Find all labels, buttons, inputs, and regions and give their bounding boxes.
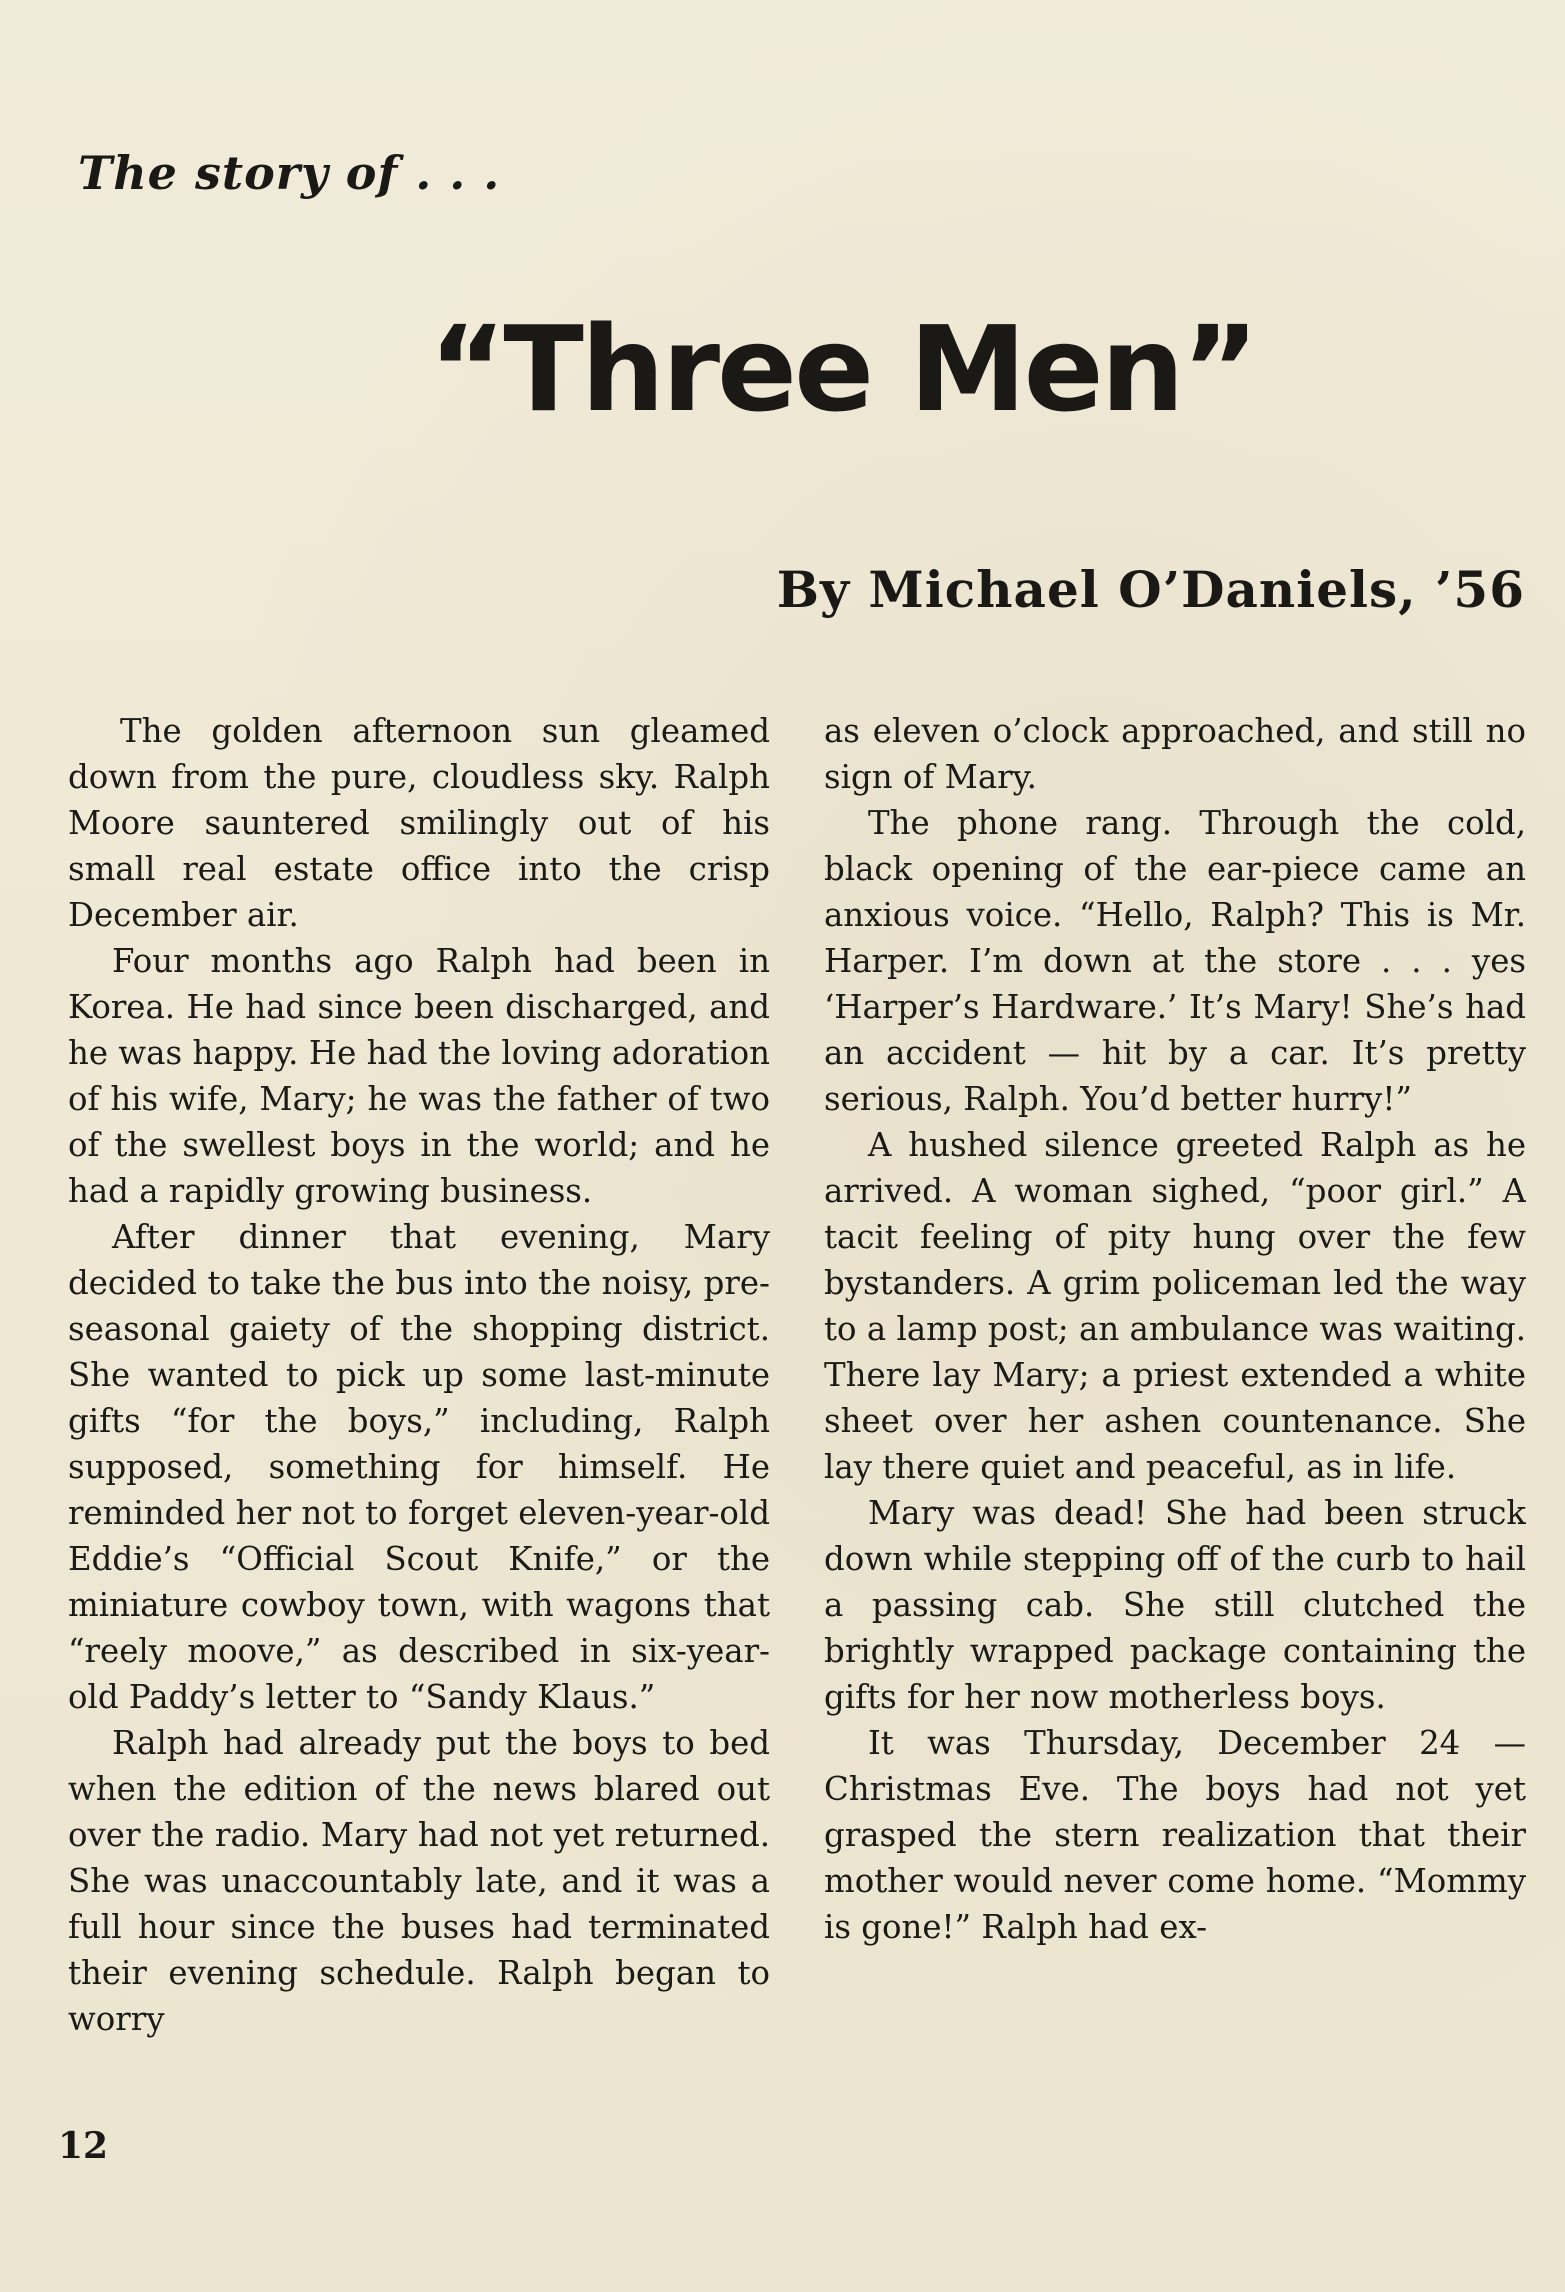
article-body xyxy=(68,708,1526,2178)
story-kicker: The story of . . . xyxy=(78,146,501,200)
paragraph: The phone rang. Through the cold, black opening of the ear-piece came an anxious voice. “Hello, Ralph? This is Mr. Harper. I’m down at the store . . . yes ‘Harper’s Hardware.’ It’s Mary! She’s had an accident — hit by a car. It’s pretty serious, Ralph. You’d better hurry!” xyxy=(824,804,1526,1118)
paragraph: Mary was dead! She had been struck down while stepping off of the curb to hail a passing cab. She still clutched the brightly wrapped package containing the gifts for her now motherless boys. xyxy=(824,1494,1526,1716)
page-number: 12 xyxy=(58,2125,109,2167)
right-column xyxy=(824,708,1526,2178)
paragraph: The golden afternoon sun gleamed down from the pure, cloudless sky. Ralph Moore sauntered smilingly out of his small real estate office into the crisp December air. xyxy=(68,712,770,934)
paragraph: After dinner that evening, Mary decided to take the bus into the noisy, pre-seasonal gaiety of the shopping district. She wanted to pick up some last-minute gifts “for the boys,” including, Ralph supposed, something for himself. He reminded her not to forget eleven-year-old Eddie’s “Official Scout Knife,” or the miniature cowboy town, with wagons that “reely moove,” as described in six-year-old Paddy’s letter to “Sandy Klaus.” xyxy=(68,1218,770,1716)
author-byline: By Michael O’Daniels, ’56 xyxy=(776,560,1525,619)
paragraph: Four months ago Ralph had been in Korea. He had since been discharged, and he was happy. He had the loving adoration of his wife, Mary; he was the father of two of the swellest boys in the world; and he had a rapidly growing business. xyxy=(68,942,770,1210)
paragraph: A hushed silence greeted Ralph as he arrived. A woman sighed, “poor girl.” A tacit feeling of pity hung over the few bystanders. A grim policeman led the way to a lamp post; an ambulance was waiting. There lay Mary; a priest extended a white sheet over her ashen countenance. She lay there quiet and peaceful, as in life. xyxy=(824,1126,1526,1486)
story-title: “Three Men” xyxy=(428,300,1257,438)
paragraph: Ralph had already put the boys to bed when the edition of the news blared out over the radio. Mary had not yet returned. She was unaccountably late, and it was a full hour since the buses had terminated their evening schedule. Ralph began to worry xyxy=(68,1724,770,2038)
paragraph: It was Thursday, December 24 — Christmas Eve. The boys had not yet grasped the stern realization that their mother would never come home. “Mommy is gone!” Ralph had ex- xyxy=(824,1724,1526,1946)
paragraph: as eleven o’clock approached, and still no sign of Mary. xyxy=(824,712,1526,796)
left-column xyxy=(68,708,770,2178)
